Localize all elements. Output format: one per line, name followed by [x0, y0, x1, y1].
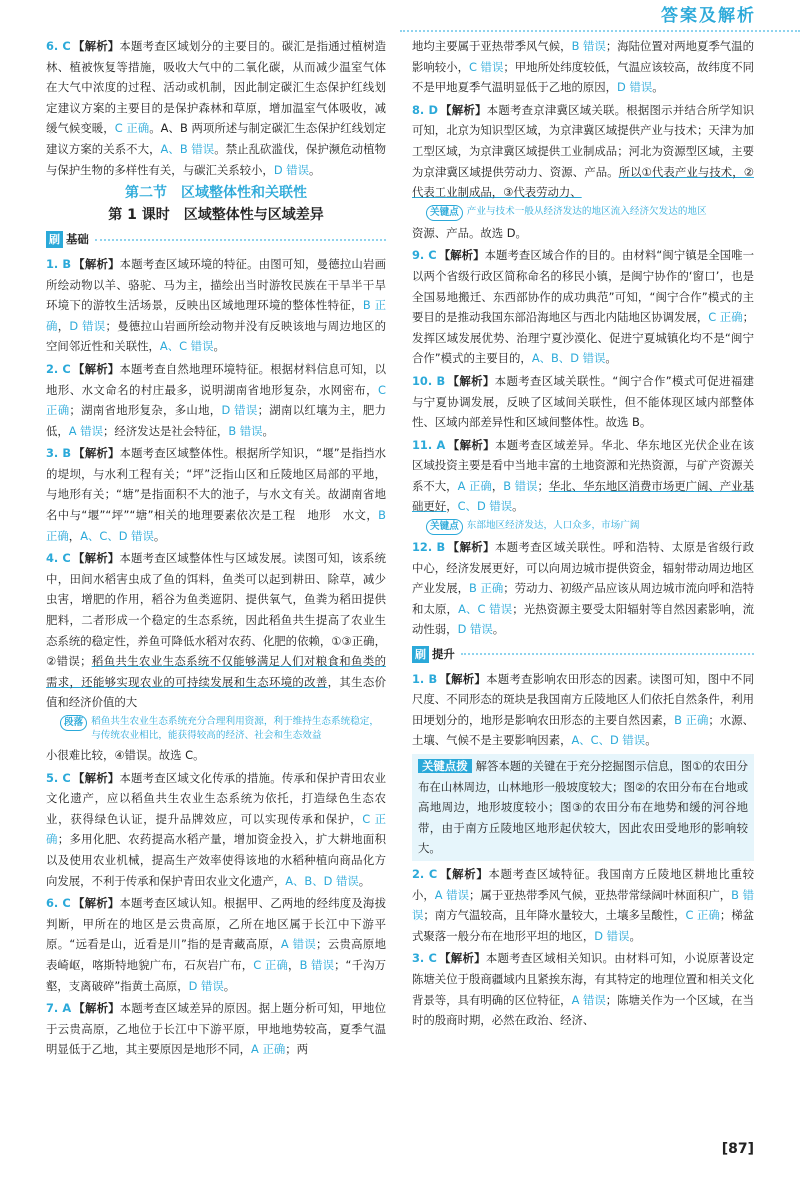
answer-2: 2. C 【解析】本题考查自然地理环境特征。根据材料信息可知，以地形、水文命名的村庄最多，说明湖南省地形复杂，水网密布，C 正确；湖南省地形复杂，多山地，D 错误；湖南以红壤为主，肥力低，A 错误；经济发达是社会特征，B 错误。: [46, 361, 386, 438]
answer-1: 1. B 【解析】本题考查区域环境的特征。由图可知，曼德拉山岩画所绘动物以羊、骆驼、马为主，描绘出当时游牧民族在干旱半干旱环境下的游牧生活场景，反映出区域地理环境的整体性特征，B 正确，D 错误；曼德拉山岩画所绘动物并没有反映该地与周边地区的空间邻近性和关联性，A、C 错误。: [46, 256, 386, 354]
highlight-underline: 稻鱼共生农业生态系统不仅能够满足人们对粮食和鱼类的需求，还能够实现农业的可持续发展和生态环境的改善: [46, 654, 386, 689]
page-number: [87]: [721, 1141, 754, 1158]
brush-icon: 刷: [46, 231, 63, 248]
basic-label: 基础: [66, 232, 89, 247]
answer-8: 8. D 【解析】本题考查京津冀区域关联。根据图示并结合所学知识可知，北京为知识型区域，为京津冀区域提供产业与技术；天津为加工型区域，为京津冀区域提供工业制成品；河北为资源型区域，主要为京津冀区域提供劳动力、资源、产品。所以①代表产业与技术，②代表工业制成品，③代表劳动力、: [412, 102, 754, 200]
annotation-badge: 关键点: [426, 205, 463, 221]
left-column: [46, 36, 386, 1062]
right-column: [412, 36, 754, 1033]
answer-6: 6. C 【解析】本题考查区域认知。根据甲、乙两地的经纬度及海拔判断，甲所在的地区是云贵高原，乙所在地区属于长江中下游平原。“远看是山，近看是川”指的是青藏高原，A 错误；云贵高原地表崎岖，喀斯特地貌广布，石灰岩广布，C 正确，B 错误；“千沟万壑，支离破碎”指黄土高原，D 错误。: [46, 896, 386, 993]
answer-4: 4. C 【解析】本题考查区域整体性与区域发展。读图可知，该系统中，田间水稻害虫成了鱼的饵料，鱼类可以起到耕田、除草，减少虫害，增肥的作用，稻谷为鱼类遮阴、提供氧气，鱼粪为稻田提供肥料，二者形成一个稳定的生态系统，因此稻鱼共生提高了农业生态系统的稳定性，养鱼可降低水稻对农药、化肥的依赖，①③正确，②错误；稻鱼共生农业生态系统不仅能够满足人们对粮食和鱼类的需求，还能够实现农业的可持续发展和生态环境的改善，其生态价值和经济价值的大: [46, 551, 386, 710]
answer-11: 11. A 【解析】本题考查区域差异。华北、华东地区光伏企业在该区域投资主要是看中当地丰富的土地资源和光热资源，与矿产资源关系不大，A 正确，B 错误；华北、华东地区消费市场更广阔、产业基础更好，C、D 错误。: [412, 437, 754, 514]
annotation-badge: 段落: [60, 715, 87, 731]
brush-icon: 刷: [412, 646, 429, 663]
answer-5: 5. C 【解析】本题考查区域文化传承的措施。传承和保护青田农业文化遗产，应以稻鱼共生农业生态系统为依托，打造绿色生态农业，获得绿色认证，提升品牌效应，可以实现传承和保护，C 正确；多用化肥、农药提高水稻产量，增加资金投入，扩大耕地面积以及使用农业机械，提高生产效率使得该地的水稻种植向商品化方向发展，不利于传承和保护青田农业文化遗产，A、B、D 错误。: [46, 770, 386, 888]
improve-label: 提升: [432, 647, 455, 662]
annotation-note: 关键点 东部地区经济发达，人口众多，市场广阔: [426, 519, 754, 535]
improve-answer-2: 2. C 【解析】本题考查区域特征。我国南方丘陵地区耕地比重较小，A 错误；属于亚热带季风气候，亚热带常绿阔叶林面积广，B 错误；南方气温较高，且年降水量较大，土壤多呈酸性，C 正确；梯盆式聚落一般分布在地形平坦的地区，D 错误。: [412, 866, 754, 943]
basic-section-bar: [46, 229, 386, 250]
annotation-note: 关键点 产业与技术一般从经济发达的地区流入经济欠发达的地区: [426, 205, 754, 221]
annotation-note: 段落 稻鱼共生农业生态系统充分合理利用资源，利于维持生态系统稳定，与传统农业相比，能获得较高的经济、社会和生态效益: [60, 715, 386, 743]
answer-4-continued: 小很难比较，④错误。故选 C。: [46, 748, 205, 762]
bar-divider: [461, 653, 754, 655]
highlight-underline: 所以①代表产业与技术，②代表工业制成品，③代表劳动力、: [412, 164, 754, 200]
section-title: 第二节 区域整体性和关联性: [125, 185, 307, 202]
improve-answer-1: 1. B 【解析】本题考查影响农田形态的因素。读图可知，图中不同尺度、不同形态的斑块是我国南方丘陵地区人们依托自然条件，利用田埂划分的，地形是影响农田形态的主要自然因素，B 正确；水源、土壤、气候不是主要影响因素，A、C、D 错误。: [412, 671, 754, 748]
highlight-underline: 华北、华东地区消费市场更广阔、产业基础更好: [412, 478, 754, 514]
header-divider: [400, 30, 800, 32]
answer-7-continued: 地均主要属于亚热带季风气候，B 错误；海陆位置对两地夏季气温的影响较小，C 错误；甲地所处纬度较低，气温应该较高，故纬度不同不是甲地夏季气温明显低于乙地的原因，D 错误。: [412, 39, 754, 95]
key-tip-label: 关键点拨: [418, 759, 472, 773]
answer-10: 10. B 【解析】本题考查区域关联性。“闽宁合作”模式可促进福建与宁夏协调发展，反映了区域间关联性，但不能体现区域内部整体性、区域内部差异性和区域间整体性。故选 B。: [412, 373, 754, 430]
answer-12: 12. B 【解析】本题考查区域关联性。呼和浩特、太原是省级行政中心，经济发展更好，可以向周边城市提供资金，辐射带动周边地区产业发展，B 正确；劳动力、初级产品应该从周边城市流向呼和浩特和太原，A、C 错误；光热资源主要受太阳辐射等自然因素影响，流动性弱，D 错误。: [412, 540, 754, 637]
answer-3: 3. B 【解析】本题考查区域整体性。根据所学知识，“堰”是指挡水的堤坝，与水利工程有关；“坪”泛指山区和丘陵地区局部的平地，与地形有关；“塘”是指面积不大的池子，与水文有关。故湖南省地名中与“堰”“坪”“塘”相关的地理要素依次是工程 地形 水文，B 正确，A、C、D 错误。: [46, 446, 386, 543]
bar-divider: [95, 239, 386, 241]
answer-8-continued: 资源、产品。故选 D。: [412, 225, 527, 240]
improve-answer-3: 3. C 【解析】本题考查区域相关知识。由材料可知，小说原著设定陈塘关位于殷商疆域内且紧挨东海，有其特定的地理位置和相关文化背景等，具有明确的区位特征，A 错误；陈塘关作为一个区域，在当时的殷商时期，必然在政治、经济、: [412, 951, 754, 1028]
lesson-title: 第 1 课时 区域整体性与区域差异: [108, 206, 324, 223]
answer-9: 9. C 【解析】本题考查区域合作的目的。由材料“闽宁镇是全国唯一以两个省级行政区简称命名的移民小镇，是闽宁协作的‘窗口’，也是全国易地搬迁、东西部协作的成功典范”可知，“闽宁合作”模式的主要目的是推动我国东部沿海地区与西北内陆地区协调发展，C 正确；发挥区域发展优势、治理宁夏沙漠化、促进宁夏城镇化均不是“闽宁合作”模式的主要目的，A、B、D 错误。: [412, 248, 754, 366]
improve-section-bar: [412, 644, 754, 665]
header-title: 答案及解析: [661, 6, 756, 26]
key-tip-box: 关键点拨 解答本题的关键在于充分挖掘图示信息，图①的农田分布在山林周边，山林地形一般坡度较大；图②的农田分布在台地或高地周边，地形坡度较小；图③的农田分布在地势和缓的河谷地带，由于南方丘陵地区地形起伏较大，因此农田受地形的影响较大。: [412, 754, 754, 861]
annotation-badge: 关键点: [426, 519, 463, 535]
answer-7: 7. A 【解析】本题考查区域差异的原因。据上题分析可知，甲地位于云贵高原，乙地位于长江中下游平原，甲地地势较高，夏季气温明显低于乙地，其主要原因是地形不同，A 正确；两: [46, 1001, 386, 1057]
answer-6-carbon: 6. C 【解析】本题考查区域划分的主要目的。碳汇是指通过植树造林、植被恢复等措施，吸收大气中的二氧化碳，从而减少温室气体在大气中浓度的过程、活动或机制，因此制定碳汇生态保护红线划定建议方案的主要目的是保护森林和草原，增加温室气体吸收，减缓气候变暖，C 正确。A、B 两项所述与制定碳汇生态保护红线划定建议方案的关系不大，A、B 错误。禁止乱砍滥伐，保护濒危动植物与保护生物的多样性有关，与碳汇关系较小，D 错误。: [46, 39, 386, 177]
